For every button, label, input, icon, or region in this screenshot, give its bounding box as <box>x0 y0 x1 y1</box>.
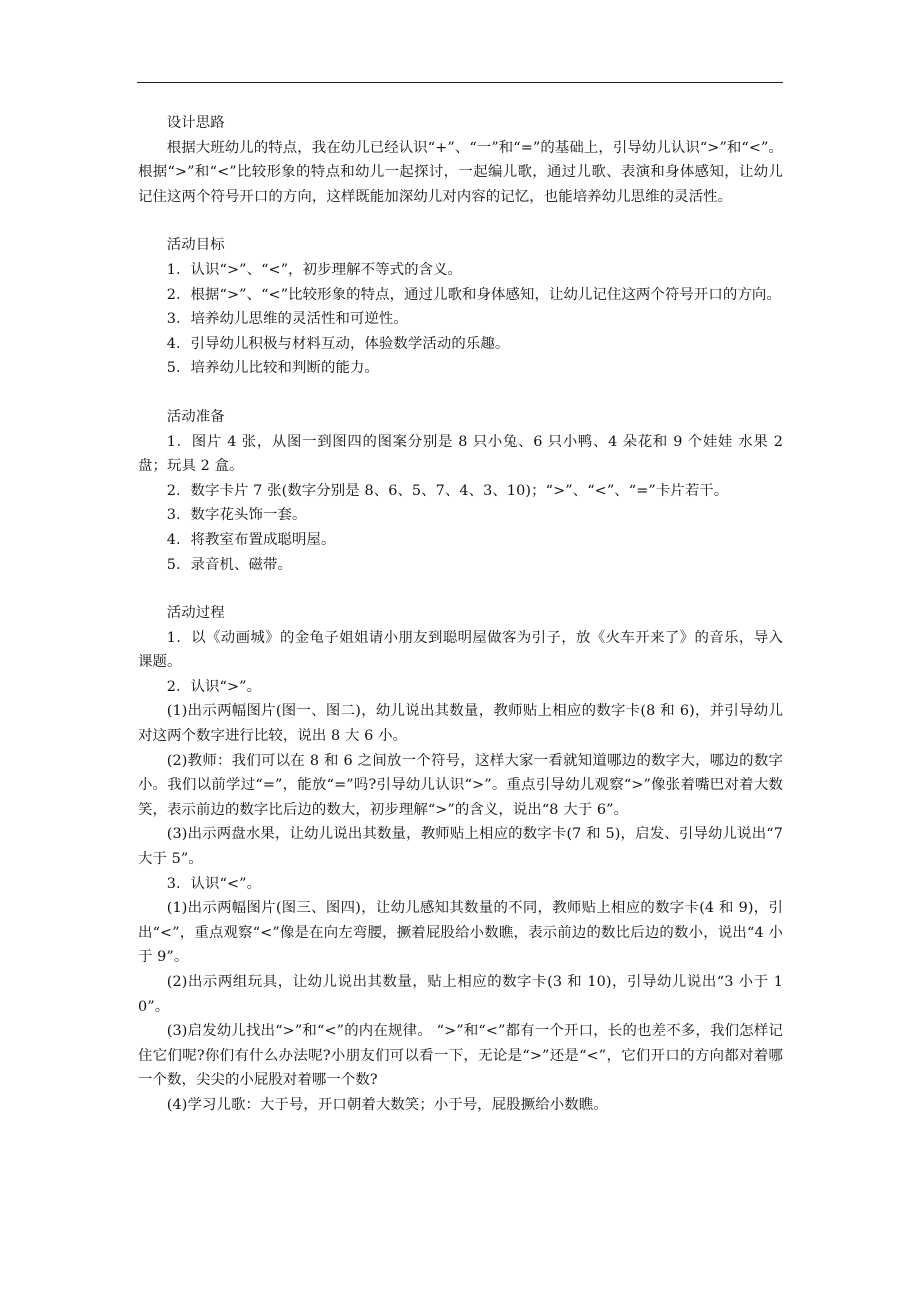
section-activity-preparation <box>138 405 783 577</box>
header-rule <box>137 82 783 83</box>
section-heading: 设计思路 <box>166 115 225 131</box>
list-item: (2)出示两组玩具，让幼儿说出其数量，贴上相应的数字卡(3 和 10)，引导幼儿说出“3 小于 10”。 <box>138 974 783 1015</box>
list-item: (3)启发幼儿找出“>”和“<”的内在规律。 “>”和“<”都有一个开口，长的也差不多，我们怎样记住它们呢?你们有什么办法呢?小朋友们可以看一下，无论是“>”还是“<”，它们开口的方向都对着哪一个数，尖尖的小屁股对着哪一个数? <box>138 1023 783 1089</box>
list-item: 2．数字卡片 7 张(数字分别是 8、6、5、7、4、3、10)；“>”、“<”、“=”卡片若干。 <box>166 482 729 499</box>
list-item: (4)学习儿歌：大于号，开口朝着大数笑；小于号，屁股撅给小数瞧。 <box>166 1096 608 1113</box>
section-heading: 活动准备 <box>166 408 225 425</box>
list-item: 2．认识“>”。 <box>166 678 262 695</box>
list-item: 3．认识“<”。 <box>166 875 262 892</box>
list-item: 5．录音机、磁带。 <box>166 556 292 573</box>
list-item: (1)出示两幅图片(图三、图四)，让幼儿感知其数量的不同，教师贴上相应的数字卡(4 和 9)，引出“<”，重点观察“<”像是在向左弯腰，撅着屁股给小数瞧，表示前边的数比后边的数小，说出“4 小于 9”。 <box>138 900 783 966</box>
section-heading: 活动目标 <box>166 237 225 254</box>
list-item: 4．将教室布置成聪明屋。 <box>166 531 336 548</box>
section-activity-goals <box>138 233 783 381</box>
list-item: (3)出示两盘水果，让幼儿说出其数量，教师贴上相应的数字卡(7 和 5)，启发、引导幼儿说出“7 大于 5”。 <box>138 826 783 868</box>
section-design-idea <box>138 111 783 209</box>
section-heading: 活动过程 <box>166 605 225 622</box>
list-item: (2)教师：我们可以在 8 和 6 之间放一个符号，这样大家一看就知道哪边的数字大，哪边的数字小。我们以前学过“=”，能放“=”吗?引导幼儿认识“>”。重点引导幼儿观察“>”像张着嘴巴对着大数笑，表示前边的数字比后边的数大，初步理解“>”的含义，说出“8 大于 6”。 <box>138 752 783 818</box>
list-item: 5．培养幼儿比较和判断的能力。 <box>166 360 379 377</box>
list-item: 1．图片 4 张，从图一到图四的图案分别是 8 只小兔、6 只小鸭、4 朵花和 9 个娃娃 水果 2 盘；玩具 2 盒。 <box>138 433 783 475</box>
list-item: 3．培养幼儿思维的灵活性和可逆性。 <box>166 311 408 328</box>
section-activity-process <box>138 601 783 1117</box>
list-item: 1．认识“>”、“<”，初步理解不等式的含义。 <box>166 261 463 278</box>
list-item: (1)出示两幅图片(图一、图二)，幼儿说出其数量，教师贴上相应的数字卡(8 和 6)，并引导幼儿对这两个数字进行比较，说出 8 大 6 小。 <box>138 703 783 745</box>
paragraph: 根据大班幼儿的特点，我在幼儿已经认识“+”、“一”和“=”的基础上，引导幼儿认识“>”和“<”。根据“>”和“<”比较形象的特点和幼儿一起探讨，一起编儿歌，通过儿歌、表演和身体感知，让幼儿记住这两个符号开口的方向，这样既能加深幼儿对内容的记忆，也能培养幼儿思维的灵活性。 <box>138 139 783 205</box>
list-item: 2．根据“>”、“<”比较形象的特点，通过儿歌和身体感知，让幼儿记住这两个符号开口的方向。 <box>166 286 781 303</box>
list-item: 3．数字花头饰一套。 <box>166 507 307 524</box>
list-item: 4．引导幼儿积极与材料互动，体验数学活动的乐趣。 <box>166 335 510 352</box>
document-body <box>138 111 783 1118</box>
list-item: 1．以《动画城》的金龟子姐姐请小朋友到聪明屋做客为引子，放《火车开来了》的音乐，导入课题。 <box>138 629 783 671</box>
